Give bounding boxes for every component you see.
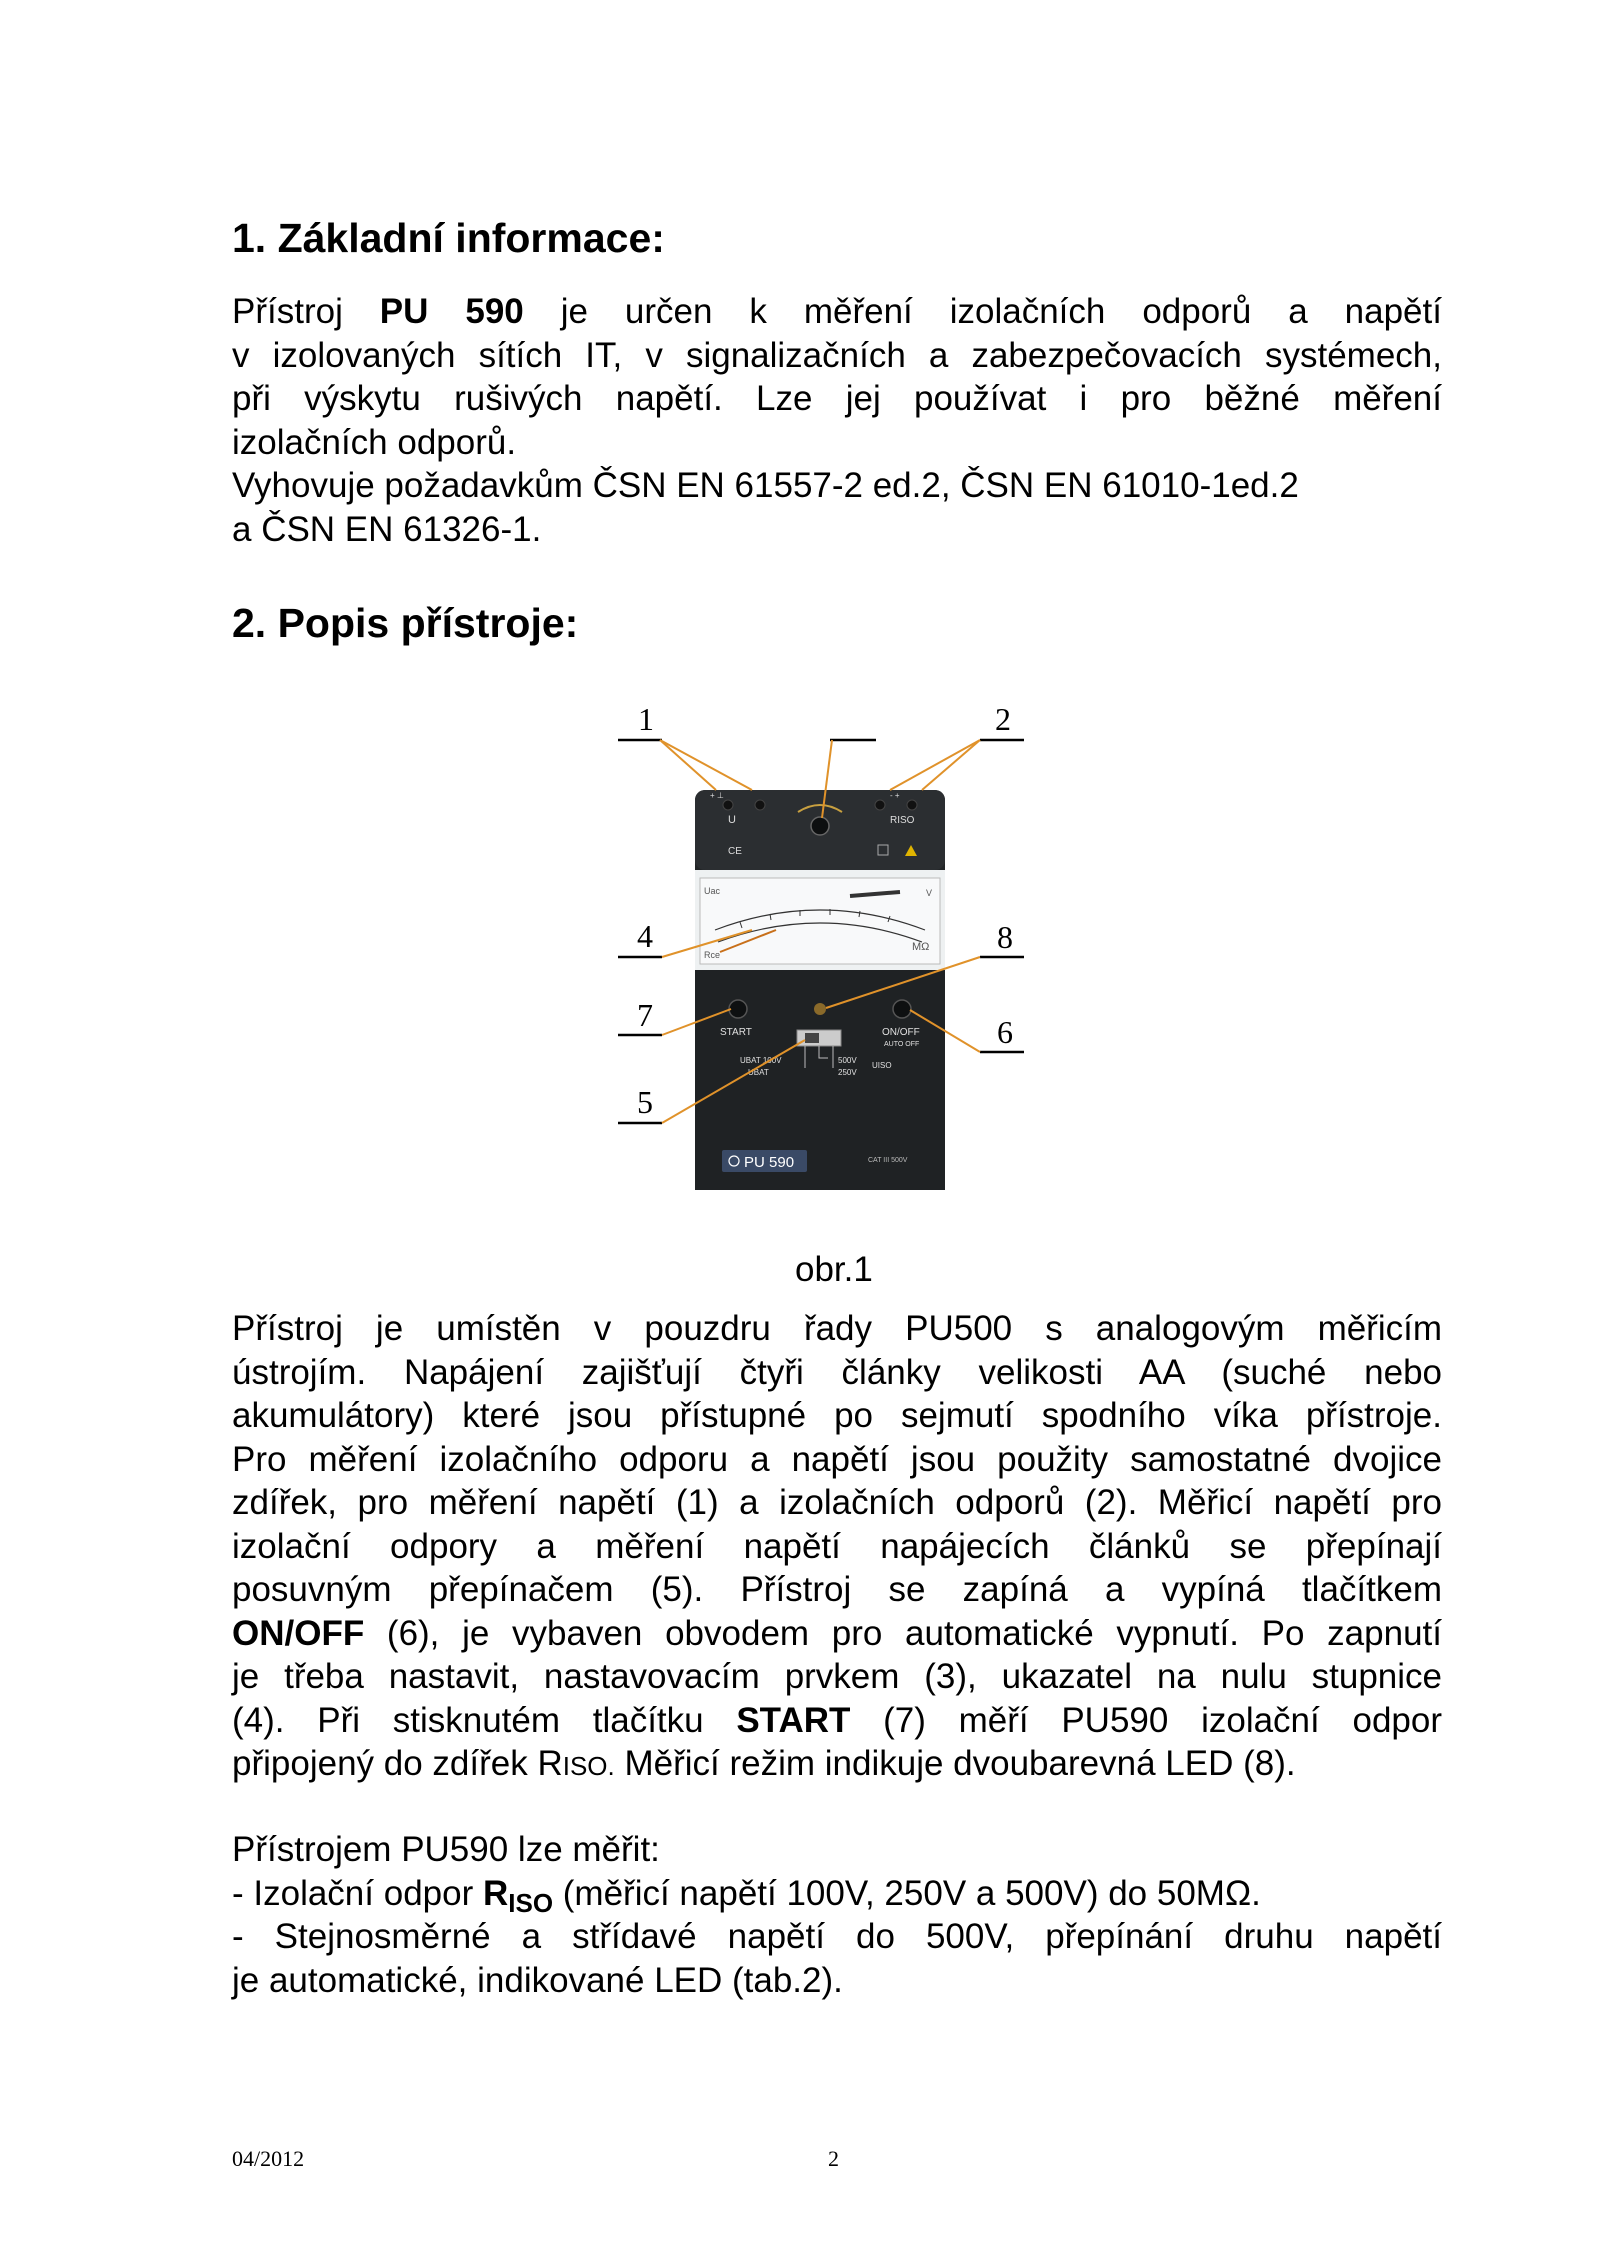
callout-6: 6 bbox=[997, 1014, 1013, 1050]
meter-label-mohm: MΩ bbox=[912, 941, 930, 953]
callout-7: 7 bbox=[637, 997, 653, 1033]
desc-line-11: připojený do zdířek RISO. Měřicí režim indikuje dvoubarevná LED (8). bbox=[232, 1744, 1296, 1783]
intro-line-2: v izolovaných sítích IT, v signalizačních a zabezpečovacích systémech, bbox=[232, 335, 1442, 375]
callout-1: 1 bbox=[638, 701, 654, 737]
intro-line-5: Vyhovuje požadavkům ČSN EN 61557-2 ed.2, ČSN EN 61010-1ed.2 bbox=[232, 466, 1299, 505]
uiso-label: UISO bbox=[872, 1061, 892, 1070]
meter-label-v: V bbox=[926, 888, 933, 898]
desc-line-8: ON/OFF (6), je vybaven obvodem pro automatické vypnutí. Po zapnutí bbox=[232, 1613, 1442, 1653]
auto-off-label: AUTO OFF bbox=[884, 1041, 920, 1048]
brand-label: PU 590 bbox=[744, 1154, 795, 1171]
zero-adjust-knob[interactable] bbox=[811, 817, 829, 835]
ce-mark: CE bbox=[728, 846, 742, 857]
desc-line-7: posuvným přepínačem (5). Přístroj se zapíná a vypíná tlačítkem bbox=[232, 1570, 1442, 1609]
desc-line-9: je třeba nastavit, nastavovacím prvkem (3), ukazatel na nulu stupnice bbox=[232, 1657, 1442, 1696]
capabilities-paragraph bbox=[232, 1828, 1442, 2002]
intro-line-6: a ČSN EN 61326-1. bbox=[232, 509, 542, 549]
on-off-label: ON/OFF bbox=[882, 1027, 920, 1038]
meter-label-rce: Rce bbox=[704, 950, 721, 960]
figure-caption: obr.1 bbox=[795, 1250, 873, 1289]
callout-5: 5 bbox=[637, 1084, 653, 1120]
start-button[interactable] bbox=[729, 1000, 747, 1018]
page-number: 2 bbox=[828, 2146, 839, 2171]
terminal-riso-label: RISO bbox=[890, 815, 915, 826]
start-label: START bbox=[720, 1027, 752, 1038]
intro-line-4: izolačních odporů. bbox=[232, 422, 517, 462]
section-2-heading: 2. Popis přístroje: bbox=[232, 600, 579, 646]
desc-line-5: zdířek, pro měření napětí (1) a izolačních odporů (2). Měřicí napětí pro bbox=[232, 1483, 1442, 1522]
intro-line-3: při výskytu rušivých napětí. Lze jej používat i pro běžné měření bbox=[232, 379, 1442, 418]
footer-date: 04/2012 bbox=[232, 2146, 305, 2171]
v250-label: 250V bbox=[838, 1068, 857, 1077]
cap-line-2: - Izolační odpor $R_{ISO}$ (měřicí napětí 100V, 250V a 500V) do 50MΩ. bbox=[232, 1873, 1261, 1918]
desc-line-1: Přístroj je umístěn v pouzdru řady PU500 s analogovým měřicím bbox=[232, 1309, 1442, 1348]
callout-4: 4 bbox=[637, 918, 653, 954]
desc-line-6: izolační odpory a měření napětí napájecích článků se přepínají bbox=[232, 1526, 1442, 1566]
intro-paragraph bbox=[232, 290, 1442, 551]
cat-label: CAT III 500V bbox=[868, 1157, 908, 1164]
on-off-button[interactable] bbox=[893, 1000, 911, 1018]
callout-8: 8 bbox=[997, 919, 1013, 955]
v500-label: 500V bbox=[838, 1056, 857, 1065]
cap-line-3: - Stejnosměrné a střídavé napětí do 500V, přepínání druhu napětí bbox=[232, 1917, 1442, 1956]
ubat-label: UBAT bbox=[748, 1068, 769, 1077]
device-figure bbox=[600, 690, 1040, 1210]
callout-2: 2 bbox=[995, 701, 1011, 737]
desc-line-4: Pro měření izolačního odporu a napětí jsou použity samostatné dvojice bbox=[232, 1439, 1442, 1479]
status-led bbox=[814, 1003, 826, 1015]
intro-line-1: Přístroj PU 590 je určen k měření izolačních odporů a napětí bbox=[232, 292, 1442, 331]
cap-line-1: Přístrojem PU590 lze měřit: bbox=[232, 1830, 660, 1869]
cap-line-4: je automatické, indikované LED (tab.2). bbox=[232, 1960, 843, 2000]
desc-line-2: ústrojím. Napájení zajišťují čtyři články velikosti AA (suché nebo bbox=[232, 1352, 1442, 1392]
meter-label-uac: Uac bbox=[704, 886, 721, 896]
terminal-u-label: U bbox=[728, 814, 736, 826]
terminal-left-polarity: + ⊥ bbox=[710, 791, 724, 800]
desc-line-10: (4). Při stisknutém tlačítku START (7) měří PU590 izolační odpor bbox=[232, 1700, 1442, 1740]
device-illustration bbox=[600, 690, 1040, 1210]
desc-line-3: akumulátory) které jsou přístupné po sejmutí spodního víka přístroje. bbox=[232, 1396, 1442, 1435]
section-1-heading: 1. Základní informace: bbox=[232, 215, 665, 261]
description-paragraph bbox=[232, 1307, 1442, 1786]
ubat-100v-label: UBAT 100V bbox=[740, 1056, 782, 1065]
terminal-right-polarity: - + bbox=[890, 791, 900, 800]
